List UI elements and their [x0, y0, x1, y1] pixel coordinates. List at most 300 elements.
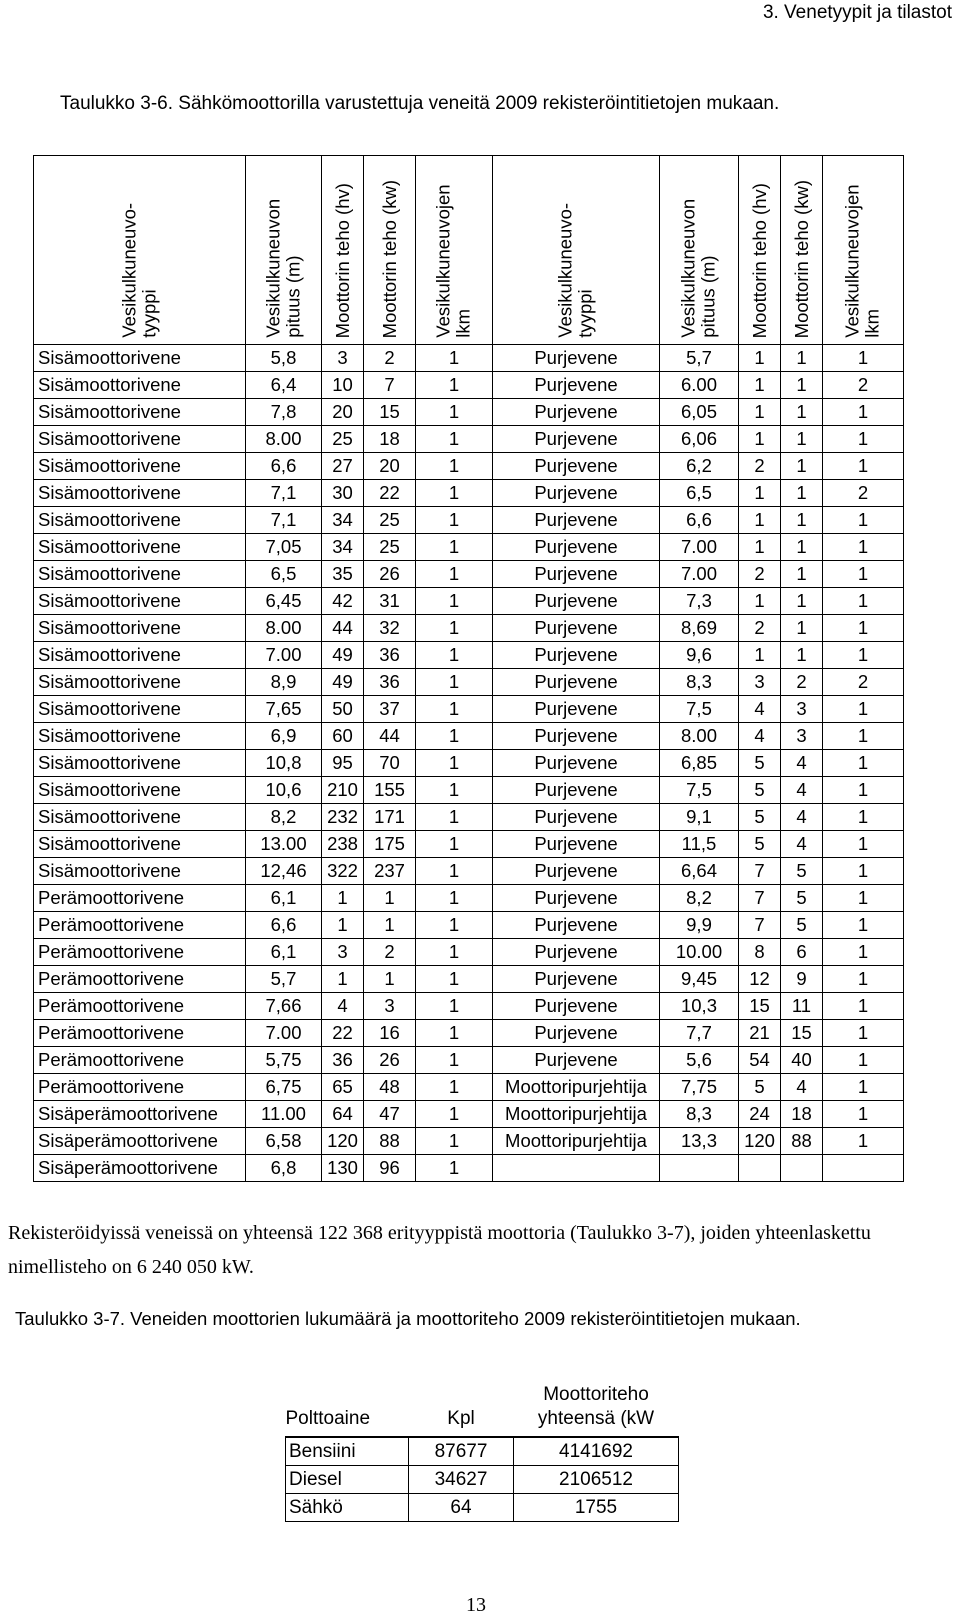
table-cell: 95: [322, 750, 364, 777]
page-number: 13: [466, 1594, 486, 1616]
table-cell: 25: [364, 507, 416, 534]
table-cell: Perämoottorivene: [34, 966, 246, 993]
table-cell: 3: [322, 939, 364, 966]
table-cell: 7,3: [660, 588, 739, 615]
table-cell: 7.00: [660, 561, 739, 588]
table-cell: 1: [823, 399, 904, 426]
table-cell: 1: [416, 345, 493, 372]
table-cell: 18: [364, 426, 416, 453]
table-cell: 1: [823, 426, 904, 453]
table-cell: Perämoottorivene: [34, 993, 246, 1020]
table-cell: 1: [364, 885, 416, 912]
table-cell: 1: [781, 507, 823, 534]
table-row: [34, 507, 904, 534]
table-header-row: [34, 156, 904, 345]
table-cell: 1: [416, 966, 493, 993]
table-cell: 18: [781, 1101, 823, 1128]
column-header: [322, 156, 364, 345]
table-cell: [781, 1155, 823, 1182]
table-cell: 1: [823, 993, 904, 1020]
table-cell: Sisäperämoottorivene: [34, 1101, 246, 1128]
table-cell: 12,46: [246, 858, 322, 885]
table-cell: Purjevene: [493, 750, 660, 777]
table-cell: Purjevene: [493, 993, 660, 1020]
fuel-column-header: Polttoaine: [285, 1408, 371, 1430]
table-cell: 1: [322, 885, 364, 912]
table-cell: 1: [739, 642, 781, 669]
table-cell: Purjevene: [493, 777, 660, 804]
table-row: [34, 912, 904, 939]
table-cell: 60: [322, 723, 364, 750]
table-cell: 4: [781, 750, 823, 777]
table-row: [34, 750, 904, 777]
table-row: [34, 453, 904, 480]
table-row: [34, 723, 904, 750]
table-cell: Moottoripurjehtija: [493, 1128, 660, 1155]
table-cell: 4: [781, 1074, 823, 1101]
table-cell: 1: [416, 1074, 493, 1101]
table-cell: 1: [416, 1128, 493, 1155]
table-cell: 6,4: [246, 372, 322, 399]
table-cell: 3: [322, 345, 364, 372]
table-cell: 1: [416, 831, 493, 858]
table-cell: 1: [823, 345, 904, 372]
table-cell: 34: [322, 507, 364, 534]
table-cell: 36: [364, 642, 416, 669]
table-cell: 20: [364, 453, 416, 480]
table-cell: Sisämoottorivene: [34, 588, 246, 615]
table-cell: 7,7: [660, 1020, 739, 1047]
table-cell: 5,6: [660, 1047, 739, 1074]
table-cell: 1: [823, 966, 904, 993]
table-cell: 88: [364, 1128, 416, 1155]
table-cell: 1: [739, 345, 781, 372]
table-cell: Sisämoottorivene: [34, 831, 246, 858]
table-cell: Purjevene: [493, 939, 660, 966]
table-cell: 6,8: [246, 1155, 322, 1182]
table-cell: 35: [322, 561, 364, 588]
table-cell: 10,6: [246, 777, 322, 804]
table-cell: Sisämoottorivene: [34, 804, 246, 831]
table-cell: 1: [416, 750, 493, 777]
table-cell: 7,1: [246, 480, 322, 507]
table-row: [34, 669, 904, 696]
table-cell: Purjevene: [493, 534, 660, 561]
table-cell: 120: [322, 1128, 364, 1155]
table-cell: 1: [416, 453, 493, 480]
table-cell: 1: [823, 723, 904, 750]
table-cell: 232: [322, 804, 364, 831]
column-header: [364, 156, 416, 345]
table-cell: 6,45: [246, 588, 322, 615]
table-cell: 1: [823, 1128, 904, 1155]
table-cell: 1: [823, 1020, 904, 1047]
table-cell: Sisäperämoottorivene: [34, 1128, 246, 1155]
table-cell: 6,2: [660, 453, 739, 480]
table-cell: 1: [364, 966, 416, 993]
table-cell: 1: [416, 885, 493, 912]
table-cell: 7,66: [246, 993, 322, 1020]
table-cell: Perämoottorivene: [34, 912, 246, 939]
table-cell: 11.00: [246, 1101, 322, 1128]
table-cell: 5,7: [246, 966, 322, 993]
table-cell: 1: [322, 912, 364, 939]
table-cell: 1: [781, 399, 823, 426]
fuel-table-row: [286, 1437, 679, 1466]
table-cell: 6,6: [246, 453, 322, 480]
table-cell: Sisämoottorivene: [34, 750, 246, 777]
table-cell: 1: [823, 507, 904, 534]
table-cell: 238: [322, 831, 364, 858]
table-cell: 4: [322, 993, 364, 1020]
table-cell: 1: [823, 804, 904, 831]
table-cell: 20: [322, 399, 364, 426]
table-cell: 2: [823, 669, 904, 696]
column-header: [246, 156, 322, 345]
table-cell: Purjevene: [493, 723, 660, 750]
table-cell: 12: [739, 966, 781, 993]
table-cell: 1: [416, 426, 493, 453]
table-cell: [739, 1155, 781, 1182]
table-cell: 8,2: [246, 804, 322, 831]
table-cell: 5: [781, 858, 823, 885]
table-cell: 5,8: [246, 345, 322, 372]
table-cell: Sisäperämoottorivene: [34, 1155, 246, 1182]
table-cell: 1: [823, 750, 904, 777]
table-cell: 2: [823, 480, 904, 507]
table-cell: 1: [823, 561, 904, 588]
table-cell: 27: [322, 453, 364, 480]
table-cell: 1: [416, 939, 493, 966]
table-cell: 6,58: [246, 1128, 322, 1155]
table-cell: 9,1: [660, 804, 739, 831]
table-cell: 1: [781, 426, 823, 453]
table-cell: 47: [364, 1101, 416, 1128]
table-cell: 22: [322, 1020, 364, 1047]
table-cell: Sisämoottorivene: [34, 669, 246, 696]
engine-fuel-table: [285, 1368, 679, 1522]
table-row: [34, 372, 904, 399]
table-cell: 1: [416, 696, 493, 723]
table-cell: 7,1: [246, 507, 322, 534]
table-cell: Purjevene: [493, 453, 660, 480]
table-cell: Purjevene: [493, 372, 660, 399]
table-row: [34, 777, 904, 804]
table-cell: 7,5: [660, 777, 739, 804]
table-cell: 1: [416, 588, 493, 615]
table-cell: Purjevene: [493, 507, 660, 534]
fuel-table-cell: 64: [409, 1494, 514, 1522]
column-header: [823, 156, 904, 345]
fuel-table-row: [286, 1466, 679, 1494]
table-cell: 37: [364, 696, 416, 723]
table-cell: Perämoottorivene: [34, 1047, 246, 1074]
table-cell: 5,75: [246, 1047, 322, 1074]
table-row: [34, 1128, 904, 1155]
table-cell: 1: [781, 345, 823, 372]
table-row: [34, 399, 904, 426]
table-row: [34, 480, 904, 507]
table-cell: 8,9: [246, 669, 322, 696]
table-cell: Perämoottorivene: [34, 939, 246, 966]
table-cell: 6,1: [246, 885, 322, 912]
table-cell: 1: [416, 912, 493, 939]
table-row: [34, 831, 904, 858]
table-cell: 8,3: [660, 669, 739, 696]
table-cell: Purjevene: [493, 480, 660, 507]
table-cell: Moottoripurjehtija: [493, 1074, 660, 1101]
fuel-table-row: [286, 1494, 679, 1522]
table-cell: 4: [781, 831, 823, 858]
fuel-table-cell: 4141692: [514, 1437, 679, 1466]
table-cell: 1: [416, 1155, 493, 1182]
table-cell: 1: [416, 1101, 493, 1128]
column-header: [781, 156, 823, 345]
table-cell: Purjevene: [493, 1047, 660, 1074]
table-cell: 1: [823, 1101, 904, 1128]
table-cell: Sisämoottorivene: [34, 372, 246, 399]
column-header-label: Moottorin teho (kw): [378, 179, 400, 338]
table-cell: 3: [781, 696, 823, 723]
table-cell: 44: [322, 615, 364, 642]
table-cell: 8.00: [660, 723, 739, 750]
table-cell: 8.00: [246, 426, 322, 453]
table-cell: 1: [416, 993, 493, 1020]
column-header: [739, 156, 781, 345]
table-cell: 21: [739, 1020, 781, 1047]
table-cell: 1: [416, 615, 493, 642]
fuel-table-cell: Diesel: [286, 1466, 409, 1494]
table-cell: Purjevene: [493, 615, 660, 642]
table-row: [34, 885, 904, 912]
table-row: [34, 696, 904, 723]
table-cell: 2: [823, 372, 904, 399]
table-cell: 5: [739, 831, 781, 858]
table-row: [34, 1101, 904, 1128]
table-cell: 4: [781, 777, 823, 804]
table-cell: 3: [781, 723, 823, 750]
table-cell: Purjevene: [493, 696, 660, 723]
table-cell: 1: [781, 615, 823, 642]
table-cell: 2: [781, 669, 823, 696]
column-header: [660, 156, 739, 345]
table-cell: 1: [416, 804, 493, 831]
table-cell: 7.00: [660, 534, 739, 561]
table-cell: Sisämoottorivene: [34, 696, 246, 723]
fuel-table-cell: 87677: [409, 1437, 514, 1466]
table-cell: [660, 1155, 739, 1182]
table-cell: 6.00: [660, 372, 739, 399]
table-cell: 1: [739, 588, 781, 615]
table-cell: Purjevene: [493, 966, 660, 993]
table-cell: Purjevene: [493, 885, 660, 912]
table-cell: Purjevene: [493, 426, 660, 453]
table-cell: Purjevene: [493, 831, 660, 858]
table-cell: 40: [781, 1047, 823, 1074]
table-cell: 6,06: [660, 426, 739, 453]
table-cell: 8,3: [660, 1101, 739, 1128]
table-cell: Purjevene: [493, 561, 660, 588]
table-cell: 15: [739, 993, 781, 1020]
table-cell: 30: [322, 480, 364, 507]
table-cell: Sisämoottorivene: [34, 642, 246, 669]
table-cell: 31: [364, 588, 416, 615]
table-cell: 1: [781, 642, 823, 669]
table-cell: 65: [322, 1074, 364, 1101]
table-cell: 1: [781, 534, 823, 561]
table-cell: 25: [322, 426, 364, 453]
table-cell: 1: [739, 399, 781, 426]
table-cell: 1: [416, 642, 493, 669]
table-cell: 1: [781, 561, 823, 588]
column-header-label: Moottorin teho (kw): [790, 179, 812, 338]
table-row: [34, 1155, 904, 1182]
table-cell: Sisämoottorivene: [34, 534, 246, 561]
table-cell: 1: [416, 507, 493, 534]
table-cell: 26: [364, 561, 416, 588]
table-cell: [493, 1155, 660, 1182]
table-cell: 1: [416, 858, 493, 885]
table-cell: Purjevene: [493, 858, 660, 885]
table-cell: 15: [781, 1020, 823, 1047]
column-header-label: Vesikulkuneuvo-tyyppi: [554, 203, 596, 338]
column-header-label: Vesikulkuneuvon pituus (m): [262, 199, 304, 338]
table-cell: 3: [739, 669, 781, 696]
table-cell: Sisämoottorivene: [34, 777, 246, 804]
table-row: [34, 642, 904, 669]
column-header: [416, 156, 493, 345]
fuel-column-header: Kpl: [447, 1408, 475, 1430]
table-cell: 1: [823, 831, 904, 858]
table-cell: 4: [739, 723, 781, 750]
table-cell: 96: [364, 1155, 416, 1182]
table-cell: 175: [364, 831, 416, 858]
table-cell: 1: [416, 480, 493, 507]
running-header: 3. Venetyypit ja tilastot: [762, 2, 952, 23]
table-cell: 1: [416, 561, 493, 588]
table-row: [34, 615, 904, 642]
fuel-table-cell: Bensiini: [286, 1437, 409, 1466]
table-cell: 26: [364, 1047, 416, 1074]
table-cell: 64: [322, 1101, 364, 1128]
table-cell: 7: [739, 912, 781, 939]
table-cell: 1: [823, 642, 904, 669]
table-cell: 1: [781, 372, 823, 399]
table-cell: 1: [739, 480, 781, 507]
table-cell: 42: [322, 588, 364, 615]
table-cell: Sisämoottorivene: [34, 723, 246, 750]
table-cell: Sisämoottorivene: [34, 345, 246, 372]
table-cell: 54: [739, 1047, 781, 1074]
column-header-label: Moottorin teho (hv): [331, 182, 353, 338]
table-cell: 7: [364, 372, 416, 399]
table-cell: Perämoottorivene: [34, 1074, 246, 1101]
table-cell: 34: [322, 534, 364, 561]
table-cell: 10,8: [246, 750, 322, 777]
table-row: [34, 561, 904, 588]
fuel-table-cell: 2106512: [514, 1466, 679, 1494]
table-cell: 9: [781, 966, 823, 993]
table-row: [34, 345, 904, 372]
table-cell: Purjevene: [493, 804, 660, 831]
table-cell: 2: [739, 561, 781, 588]
table-cell: 13,3: [660, 1128, 739, 1155]
table-cell: 9,9: [660, 912, 739, 939]
table-cell: Sisämoottorivene: [34, 399, 246, 426]
table-cell: 10.00: [660, 939, 739, 966]
table-cell: 1: [416, 534, 493, 561]
table-cell: Purjevene: [493, 1020, 660, 1047]
table-cell: 5,7: [660, 345, 739, 372]
table-cell: Purjevene: [493, 345, 660, 372]
table-cell: 44: [364, 723, 416, 750]
table-cell: 1: [739, 534, 781, 561]
table-row: [34, 858, 904, 885]
table-cell: 1: [823, 939, 904, 966]
table-cell: 1: [823, 1047, 904, 1074]
table-cell: 1: [416, 1020, 493, 1047]
fuel-table-header-row: [286, 1368, 679, 1437]
table-cell: 237: [364, 858, 416, 885]
column-header: [493, 156, 660, 345]
table-cell: 25: [364, 534, 416, 561]
table-cell: 8,69: [660, 615, 739, 642]
table-cell: Sisämoottorivene: [34, 453, 246, 480]
table-cell: 7.00: [246, 642, 322, 669]
table-cell: 171: [364, 804, 416, 831]
table-cell: 88: [781, 1128, 823, 1155]
table-cell: 1: [739, 372, 781, 399]
table-cell: 8.00: [246, 615, 322, 642]
column-header-label: Vesikulkuneuvojen lkm: [841, 184, 883, 338]
table-cell: 13.00: [246, 831, 322, 858]
table-cell: 10,3: [660, 993, 739, 1020]
table-cell: 8: [739, 939, 781, 966]
table-cell: 6,6: [660, 507, 739, 534]
table-cell: Sisämoottorivene: [34, 615, 246, 642]
table-cell: 7: [739, 885, 781, 912]
table-cell: 1: [823, 453, 904, 480]
table-cell: 24: [739, 1101, 781, 1128]
table-cell: 120: [739, 1128, 781, 1155]
table-cell: 70: [364, 750, 416, 777]
table-cell: 8,2: [660, 885, 739, 912]
table-cell: 1: [416, 669, 493, 696]
table-row: [34, 1074, 904, 1101]
table-cell: 1: [416, 1047, 493, 1074]
table-cell: 6,75: [246, 1074, 322, 1101]
table-cell: 6,1: [246, 939, 322, 966]
table-cell: 1: [823, 1074, 904, 1101]
table-cell: Sisämoottorivene: [34, 426, 246, 453]
table-row: [34, 993, 904, 1020]
table-cell: 7,5: [660, 696, 739, 723]
table-cell: 7,8: [246, 399, 322, 426]
table-cell: 6,9: [246, 723, 322, 750]
column-header-label: Moottorin teho (hv): [748, 182, 770, 338]
table-cell: 6,64: [660, 858, 739, 885]
table-row: [34, 1047, 904, 1074]
table-cell: 32: [364, 615, 416, 642]
table-cell: 2: [739, 615, 781, 642]
table-cell: 7,75: [660, 1074, 739, 1101]
column-header-label: Vesikulkuneuvo-tyyppi: [118, 203, 160, 338]
table-cell: 1: [416, 372, 493, 399]
table-cell: 1: [823, 885, 904, 912]
table-cell: 36: [322, 1047, 364, 1074]
table-cell: Sisämoottorivene: [34, 507, 246, 534]
table-cell: 7,65: [246, 696, 322, 723]
